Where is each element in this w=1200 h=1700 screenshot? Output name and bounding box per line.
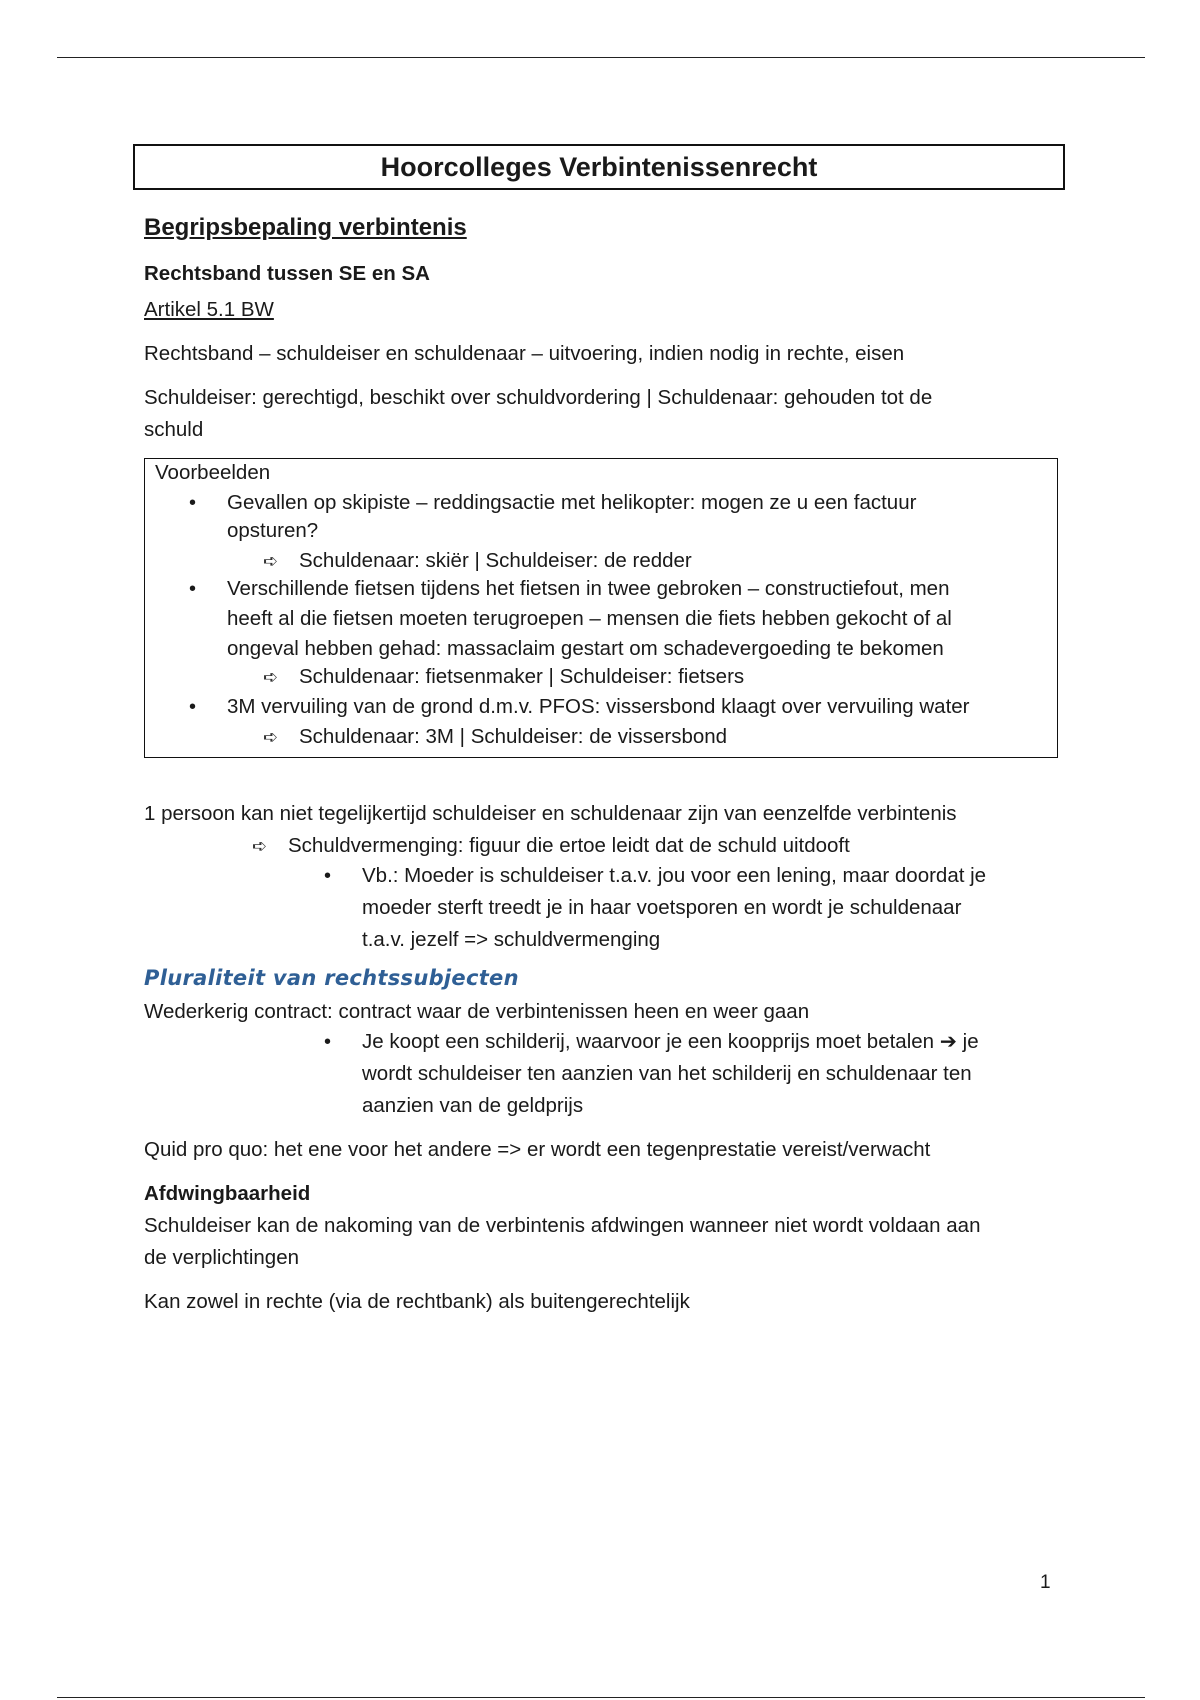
paragraph-schuldeiser-line2: schuld: [144, 418, 204, 441]
schuldvermenging-example-line1: Vb.: Moeder is schuldeiser t.a.v. jou voor een lening, maar doordat je: [362, 864, 987, 887]
example-3-line1: 3M vervuiling van de grond d.m.v. PFOS: vissersbond klaagt over vervuiling water: [227, 695, 970, 718]
schilderij-example-line1-end: je: [962, 1030, 979, 1053]
footer-rule: [57, 1697, 1145, 1698]
schilderij-example-line1-text: Je koopt een schilderij, waarvoor je een koopprijs moet betalen: [362, 1030, 935, 1053]
paragraph-persoon: 1 persoon kan niet tegelijkertijd schuldeiser en schuldenaar zijn van eenzelfde verbintenis: [144, 802, 957, 825]
paragraph-rechte: Kan zowel in rechte (via de rechtbank) als buitengerechtelijk: [144, 1290, 690, 1313]
bullet-icon: •: [324, 865, 332, 887]
paragraph-wederkerig: Wederkerig contract: contract waar de verbintenissen heen en weer gaan: [144, 1000, 810, 1023]
schuldvermenging-definition: Schuldvermenging: figuur die ertoe leidt dat de schuld uitdooft: [288, 834, 850, 857]
paragraph-schuldeiser-line1: Schuldeiser: gerechtigd, beschikt over schuldvordering | Schuldenaar: gehouden tot de: [144, 386, 933, 409]
heading-begripsbepaling: Begripsbepaling verbintenis: [144, 214, 467, 241]
example-1-line1: Gevallen op skipiste – reddingsactie met helikopter: mogen ze u een factuur: [227, 491, 917, 514]
paragraph-afdwing-line1: Schuldeiser kan de nakoming van de verbintenis afdwingen wanneer niet wordt voldaan aan: [144, 1214, 981, 1237]
paragraph-quid-pro-quo: Quid pro quo: het ene voor het andere => er wordt een tegenprestatie vereist/verwacht: [144, 1138, 931, 1161]
schuldvermenging-example-line2: moeder sterft treedt je in haar voetsporen en wordt je schuldenaar: [362, 896, 962, 919]
subheading-afdwingbaarheid: Afdwingbaarheid: [144, 1182, 311, 1205]
arrow-right-icon: ➪: [263, 727, 279, 747]
example-3-result: Schuldenaar: 3M | Schuldeiser: de vissersbond: [299, 725, 728, 748]
examples-box: [144, 458, 1058, 758]
arrow-right-icon: ➪: [263, 667, 279, 687]
arrow-right-icon: ➪: [263, 551, 279, 571]
arrow-right-icon: ➪: [252, 836, 268, 856]
example-2-result: Schuldenaar: fietsenmaker | Schuldeiser: fietsers: [299, 665, 745, 688]
schilderij-example-line1: [362, 1026, 979, 1058]
page-number: 1: [1040, 1572, 1051, 1593]
bullet-icon: •: [189, 696, 197, 718]
bullet-icon: •: [324, 1031, 332, 1053]
arrow-right-icon: ➔: [939, 1030, 957, 1053]
example-1-result: Schuldenaar: skiër | Schuldeiser: de redder: [299, 549, 692, 572]
example-2-line1: Verschillende fietsen tijdens het fietsen in twee gebroken – constructiefout, men: [227, 577, 950, 600]
paragraph-rechtsband: Rechtsband – schuldeiser en schuldenaar – uitvoering, indien nodig in rechte, eisen: [144, 342, 905, 365]
examples-label: Voorbeelden: [155, 461, 271, 484]
example-2-line3: ongeval hebben gehad: massaclaim gestart om schadevergoeding te bekomen: [227, 637, 944, 660]
header-rule: [57, 57, 1145, 58]
paragraph-afdwing-line2: de verplichtingen: [144, 1246, 299, 1269]
bullet-icon: •: [189, 578, 197, 600]
schilderij-example-line3: aanzien van de geldprijs: [362, 1094, 584, 1117]
heading-pluraliteit: Pluraliteit van rechtssubjecten: [144, 966, 519, 990]
article-reference: Artikel 5.1 BW: [144, 298, 274, 321]
subheading-rechtsband: Rechtsband tussen SE en SA: [144, 262, 430, 285]
example-2-line2: heeft al die fietsen moeten terugroepen – mensen die fiets hebben gekocht of al: [227, 607, 952, 630]
schilderij-example-line2: wordt schuldeiser ten aanzien van het schilderij en schuldenaar ten: [362, 1062, 972, 1085]
bullet-icon: •: [189, 492, 197, 514]
example-1-line2: opsturen?: [227, 519, 319, 542]
schuldvermenging-example-line3: t.a.v. jezelf => schuldvermenging: [362, 928, 661, 951]
document-title: Hoorcolleges Verbintenissenrecht: [133, 144, 1065, 190]
